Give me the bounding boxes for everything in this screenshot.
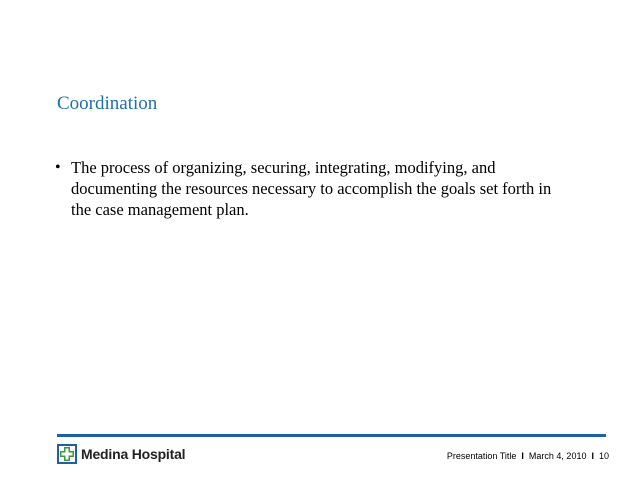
presentation-date: March 4, 2010 (528, 451, 587, 461)
slide-title: Coordination (57, 93, 158, 114)
bullet-item (55, 157, 575, 220)
footer-divider (57, 434, 606, 437)
bullet-text: The process of organizing, securing, integrating, modifying, and documenting the resources necessary to accomplish the goals set forth in the case management plan. (71, 158, 552, 219)
presentation-title: Presentation Title (446, 451, 517, 461)
footer-meta (447, 451, 609, 461)
bullet-list (55, 157, 575, 220)
footer-separator: I (591, 451, 594, 461)
page-number: 10 (598, 451, 609, 461)
logo-text: Medina Hospital (81, 446, 186, 462)
footer-separator: I (521, 451, 524, 461)
footer-logo (57, 443, 185, 465)
bullet-icon: • (55, 159, 61, 176)
medical-cross-logo-icon (57, 444, 77, 464)
